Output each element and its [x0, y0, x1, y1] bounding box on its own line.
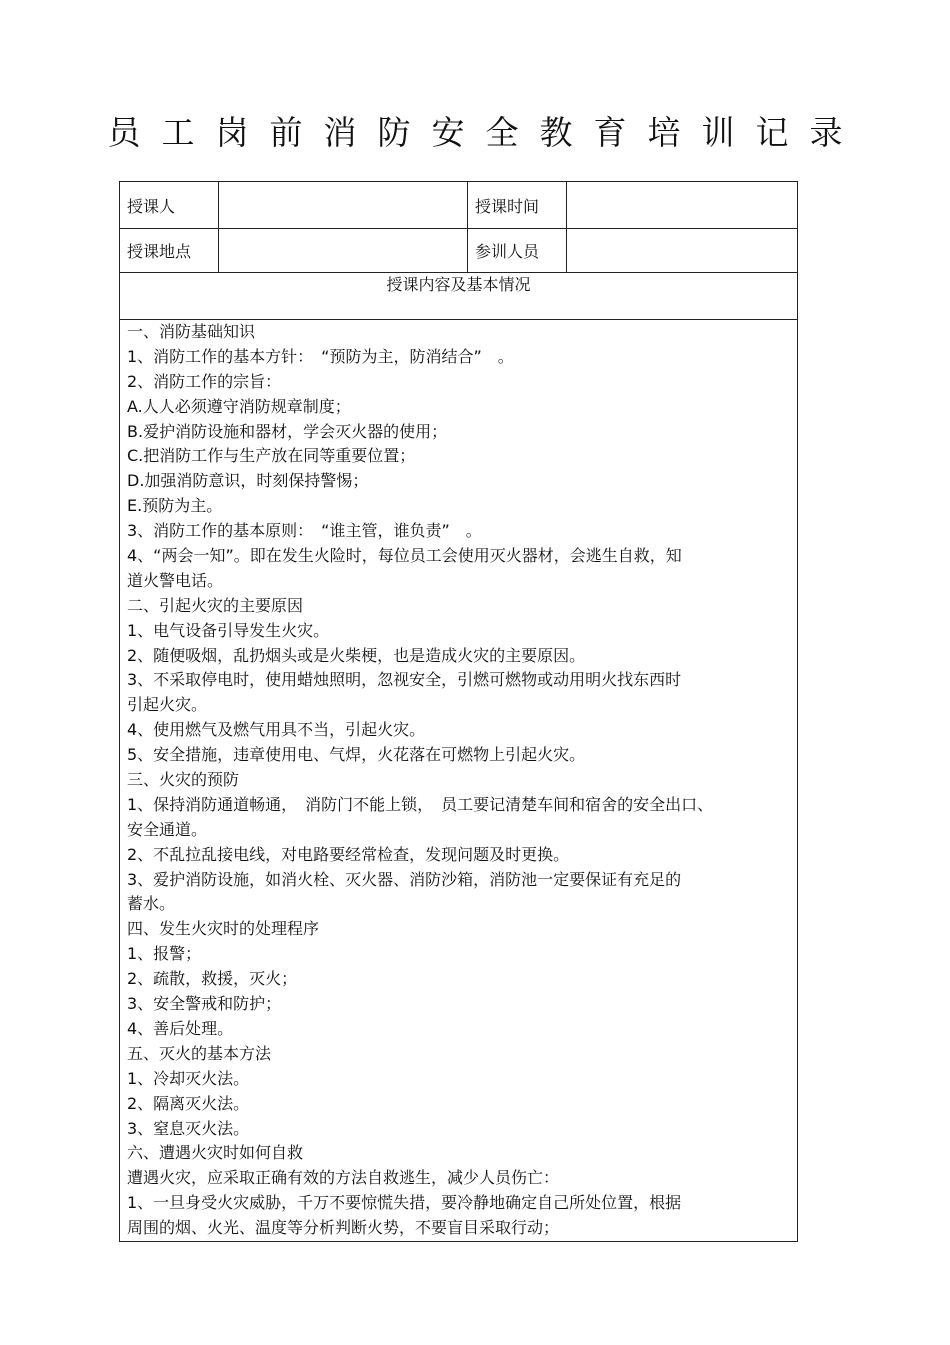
content-line: 一、消防基础知识	[127, 322, 256, 341]
table-row-content	[120, 320, 798, 1242]
content-line: 2、不乱拉乱接电线，对电路要经常检查，发现问题及时更换。	[127, 844, 570, 864]
content-line: 1、保持消防通道畅通， 消防门不能上锁， 员工要记清楚车间和宿舍的安全出口、	[127, 794, 714, 814]
content-line: 五、灭火的基本方法	[127, 1043, 272, 1063]
participants-field[interactable]	[567, 229, 798, 273]
content-line: 道火警电话。	[127, 570, 224, 590]
content-line: 三、火灾的预防	[127, 770, 240, 790]
content-line: E.预防为主。	[127, 496, 223, 516]
content-line: 5、安全措施，违章使用电、气焊，火花落在可燃物上引起火灾。	[127, 745, 586, 765]
location-label: 授课地点	[120, 229, 219, 273]
table-row-instructor	[120, 182, 798, 229]
content-line: 3、消防工作的基本原则： “谁主管，谁负责” 。	[127, 521, 482, 541]
content-line: 3、爱护消防设施，如消火栓、灭火器、消防沙箱，消防池一定要保证有充足的	[127, 869, 682, 889]
content-line: 蓄水。	[127, 894, 176, 914]
content-line: 1、一旦身受火灾威胁，千万不要惊慌失措，要冷静地确定自己所处位置，根据	[127, 1193, 682, 1213]
content-line: 四、发生火灾时的处理程序	[127, 919, 320, 939]
training-content	[120, 320, 797, 1241]
content-line: 1、电气设备引导发生火灾。	[127, 620, 330, 640]
table-row-section-header	[120, 273, 798, 320]
content-line: 4、使用燃气及燃气用具不当，引起火灾。	[127, 720, 426, 740]
document-title: 员工岗前消防安全教育培训记录	[107, 113, 864, 152]
content-line: 周围的烟、火光、温度等分析判断火势，不要盲目采取行动；	[127, 1218, 560, 1238]
content-line: B.爱护消防设施和器材，学会灭火器的使用；	[127, 421, 448, 441]
content-line: 4、“两会一知”。即在发生火险时，每位员工会使用灭火器材，会逃生自救，知	[127, 546, 682, 566]
content-line: 2、隔离灭火法。	[127, 1093, 250, 1113]
content-line: 1、消防工作的基本方针： “预防为主，防消结合” 。	[127, 346, 514, 366]
content-line: 1、冷却灭火法。	[127, 1068, 250, 1088]
table-row-location	[120, 229, 798, 273]
content-line: 2、随便吸烟，乱扔烟头或是火柴梗，也是造成火灾的主要原因。	[127, 645, 586, 665]
instructor-field[interactable]	[219, 182, 468, 229]
section-header: 授课内容及基本情况	[120, 273, 798, 320]
time-label: 授课时间	[468, 182, 567, 229]
training-record-table	[119, 181, 798, 1242]
content-line: 安全通道。	[127, 819, 208, 839]
content-line: 3、不采取停电时，使用蜡烛照明，忽视安全，引燃可燃物或动用明火找东西时	[127, 670, 682, 690]
content-line: 引起火灾。	[127, 695, 208, 715]
content-line: 4、善后处理。	[127, 1018, 234, 1038]
content-line: 二、引起火灾的主要原因	[127, 595, 304, 615]
content-line: 遭遇火灾，应采取正确有效的方法自救逃生，减少人员伤亡：	[127, 1168, 560, 1188]
instructor-label: 授课人	[120, 182, 219, 229]
content-line: 3、安全警戒和防护；	[127, 994, 282, 1014]
content-line: 3、窒息灭火法。	[127, 1118, 250, 1138]
content-line: 1、报警；	[127, 944, 202, 964]
content-cell	[120, 320, 798, 1242]
content-line: 2、疏散，救援，灭火；	[127, 969, 298, 989]
content-line: C.把消防工作与生产放在同等重要位置；	[127, 446, 416, 466]
content-line: 2、消防工作的宗旨：	[127, 371, 282, 391]
location-field[interactable]	[219, 229, 468, 273]
participants-label: 参训人员	[468, 229, 567, 273]
content-line: D.加强消防意识，时刻保持警惕；	[127, 471, 369, 491]
content-line: A.人人必须遵守消防规章制度；	[127, 396, 351, 416]
content-line: 六、遭遇火灾时如何自救	[127, 1143, 304, 1163]
time-field[interactable]	[567, 182, 798, 229]
